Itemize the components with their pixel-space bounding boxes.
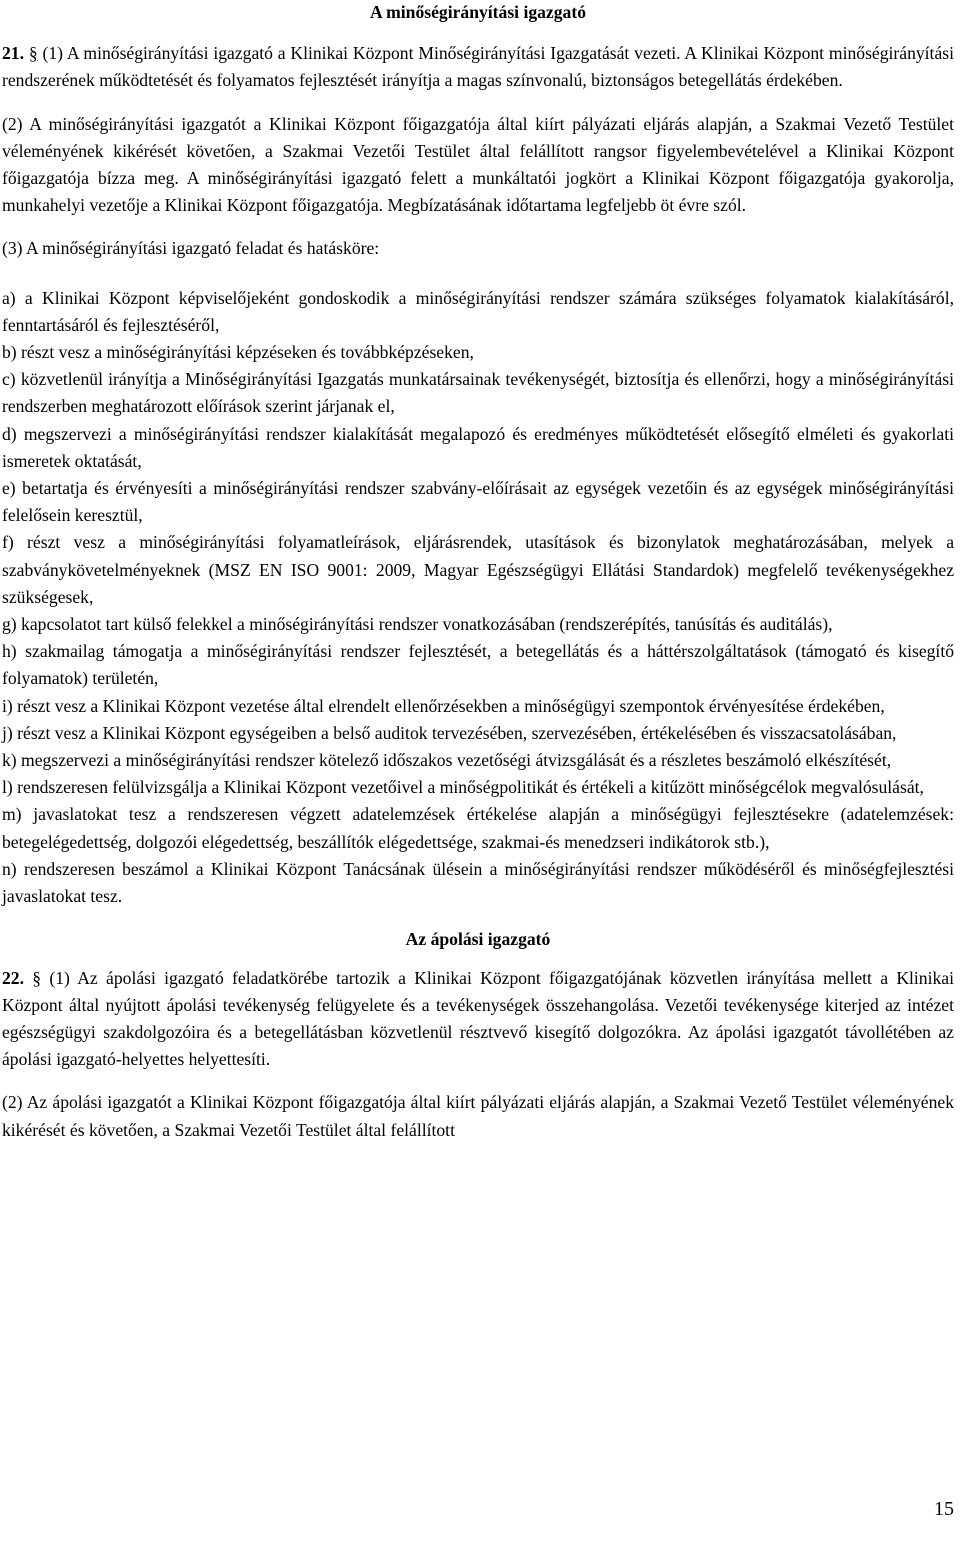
list-item-i: i) részt vesz a Klinikai Központ vezetése által elrendelt ellenőrzésekben a minőségügyi szempontok érvényesítése érdekében, [2, 695, 885, 716]
list-item-a: a) a Klinikai Központ képviselőjeként gondoskodik a minőségirányítási rendszer számára szükséges folyamatok kialakításáról, fenntartásáról és fejlesztéséről, [2, 287, 954, 335]
duties-list [2, 285, 954, 911]
list-item-d: d) megszervezi a minőségirányítási rendszer kialakítását megalapozó és eredményes működtetését elősegítő elméleti és gyakorlati ismeretek oktatását, [2, 423, 954, 471]
list-item-j: j) részt vesz a Klinikai Központ egységeiben a belső auditok tervezésében, szervezésében, értékelésében és visszacsatolásában, [2, 722, 897, 743]
list-item-n: n) rendszeresen beszámol a Klinikai Központ Tanácsának ülésein a minőségirányítási rendszer működéséről és minőségfejlesztési javaslatokat tesz. [2, 858, 954, 907]
section-title-nursing-director: Az ápolási igazgató [405, 929, 551, 950]
paragraph-21-1 [2, 40, 954, 94]
section-number: 21. [2, 43, 24, 64]
paragraph-22-1 [2, 965, 954, 1074]
list-item-g: g) kapcsolatot tart külső felekkel a minőségirányítási rendszer vonatkozásában (rendszerépítés, tanúsítás és auditálás), [2, 614, 833, 635]
list-item-c: c) közvetlenül irányítja a Minőségirányítási Igazgatás munkatársainak tevékenységét, biztosítja és ellenőrzi, hogy a minőségirányítási rendszerben meghatározott előírások szerint járjanak el, [2, 369, 954, 417]
paragraph-text: (1) Az ápolási igazgató feladatkörébe tartozik a Klinikai Központ főigazgatójának közvetlen irányítása mellett a Klinikai Központ által nyújtott ápolási tevékenység felügyelete és a tevékenységek összehangolása. Vezetői tevékenysége kiterjed az intézet egészségügyi szakdolgozóira és a betegellátásban közvetlenül résztvevő kisegítő dolgozókra. Az ápolási igazgatót távollétében az ápolási igazgató-helyettes helyettesíti. [2, 967, 954, 1070]
section-sign: § [32, 967, 42, 988]
paragraph-21-2: (2) A minőségirányítási igazgatót a Klinikai Központ főigazgatója által kiírt pályázati eljárás alapján, a Szakmai Vezető Testület véleményének kikérését követően, a Szakmai Vezetői Testület által felállított rangsor figyelembevételével a Klinikai Központ főigazgatója bízza meg. A minőségirányítási igazgató felett a munkáltatói jogkört a Klinikai Központ főigazgatója gyakorolja, munkahelyi vezetője a Klinikai Központ főigazgatója. Megbízatásának időtartama legfeljebb öt évre szól. [2, 113, 954, 216]
list-item-e: e) betartatja és érvényesíti a minőségirányítási rendszer szabvány-előírásait az egységek vezetőin és az egységek minőségirányítási felelősein keresztül, [2, 478, 954, 526]
paragraph-22-2: (2) Az ápolási igazgatót a Klinikai Központ főigazgatója által kiírt pályázati eljárás alapján, a Szakmai Vezető Testület véleményének kikérését és követően, a Szakmai Vezetői Testület által felállított [2, 1092, 954, 1140]
list-item-b: b) részt vesz a minőségirányítási képzéseken és továbbképzéseken, [2, 342, 474, 363]
list-item-f: f) részt vesz a minőségirányítási folyamatleírások, eljárásrendek, utasítások és bizonylatok meghatározásában, melyek a szabványkövetelményeknek (MSZ EN ISO 9001: 2009, Magyar Egészségügyi Ellátási Standardok) megfelelő tevékenységekhez szükségesek, [2, 532, 954, 607]
list-item-k: k) megszervezi a minőségirányítási rendszer kötelező időszakos vezetőségi átvizsgálását és a részletes beszámoló elkészítését, [2, 750, 892, 771]
section-number: 22. [2, 967, 24, 988]
list-item-l: l) rendszeresen felülvizsgálja a Klinikai Központ vezetőivel a minőségpolitikát és értékeli a kitűzött minőségcélok megvalósulását, [2, 777, 924, 798]
list-item-h: h) szakmailag támogatja a minőségirányítási rendszer fejlesztését, a betegellátás és a háttérszolgáltatások (támogató és kisegítő folyamatok) területén, [2, 641, 954, 689]
list-item-m: m) javaslatokat tesz a rendszeresen végzett adatelemzések értékelése alapján a minőségügyi fejlesztésekre (adatelemzések: betegelégedettség, dolgozói elégedettség, beszállítók elégedettsége, szakmai-és menedzseri indikátorok stb.), [2, 804, 954, 852]
section-sign: § [28, 43, 38, 64]
paragraph-text: (1) A minőségirányítási igazgató a Klinikai Központ Minőségirányítási Igazgatását vezeti. A Klinikai Központ minőségirányítási rendszerének működtetését és folyamatos fejlesztését irányítja a magas színvonalú, biztonságos betegellátás érdekében. [2, 43, 954, 91]
paragraph-21-3: (3) A minőségirányítási igazgató feladat és hatásköre: [2, 238, 380, 259]
page-number: 15 [934, 1498, 954, 1520]
section-title-quality-director: A minőségirányítási igazgató [369, 2, 586, 22]
